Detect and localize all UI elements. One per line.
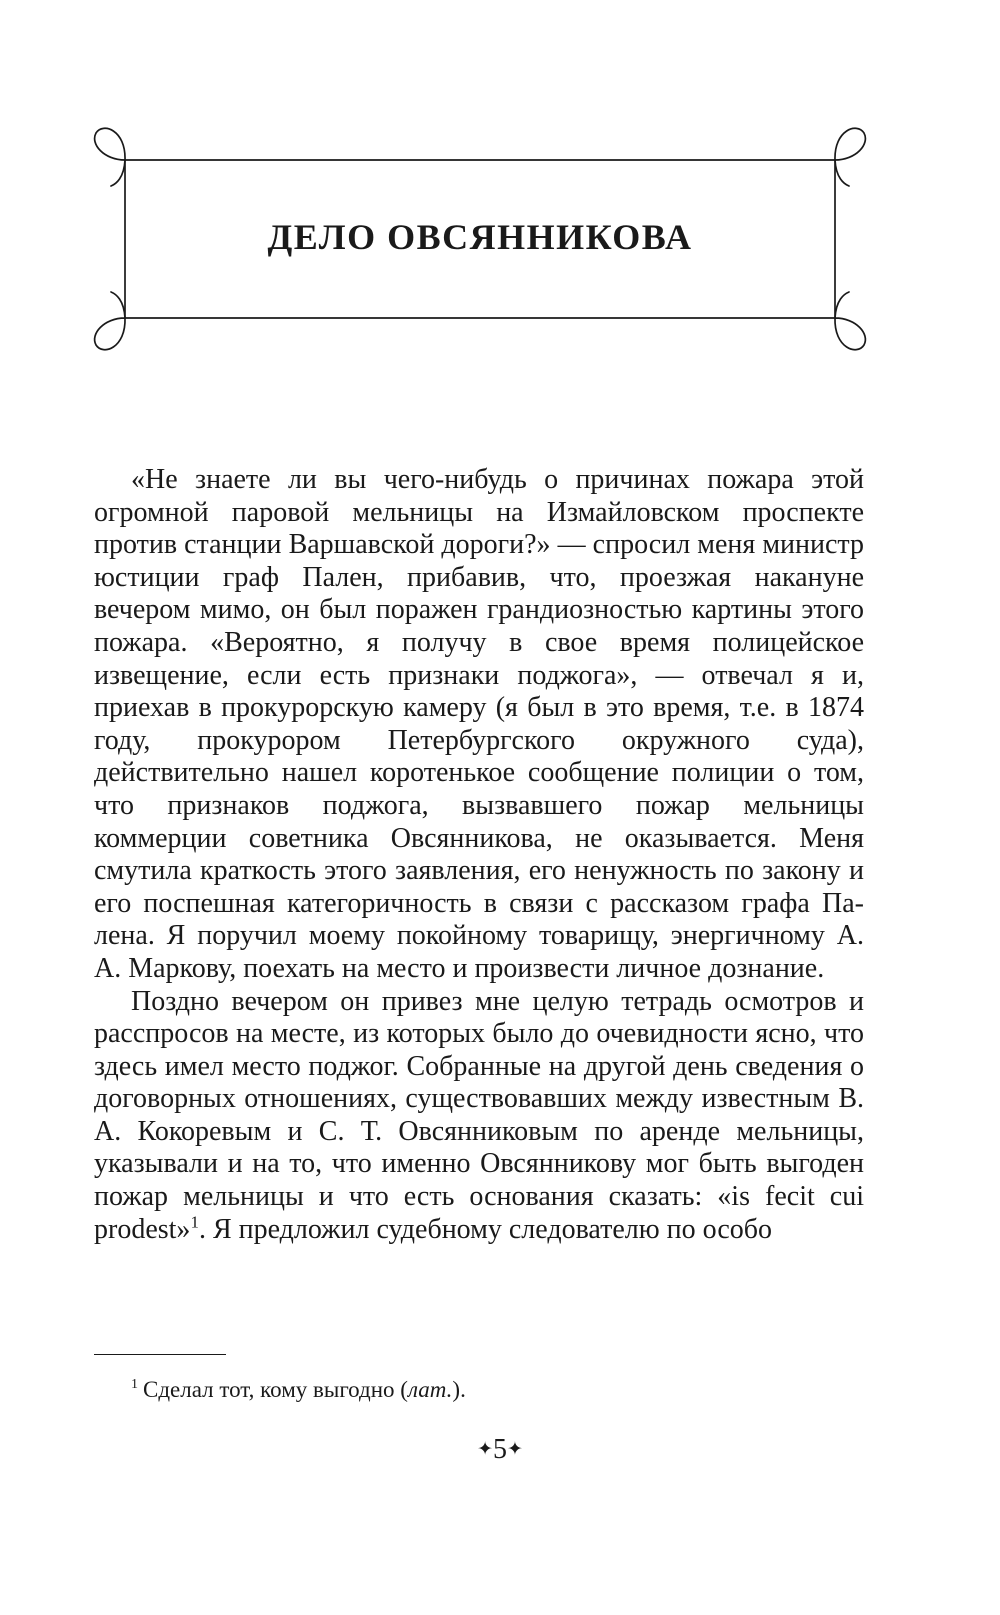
star-ornament-icon: ✦ xyxy=(477,1439,493,1460)
footnote xyxy=(131,1376,466,1404)
page-number: 5 xyxy=(493,1434,507,1465)
flourish-bottom-right xyxy=(835,292,865,350)
footnote-reference[interactable]: 1 xyxy=(190,1212,199,1232)
footnote-text: Сделал тот, кому выгодно ( xyxy=(143,1377,408,1402)
flourish-top-right xyxy=(835,128,865,186)
paragraph-text: . Я предложил судебному следователю по особо xyxy=(198,1213,773,1245)
star-ornament-icon: ✦ xyxy=(507,1439,523,1460)
paragraph: «Не знаете ли вы чего-нибудь о причинах пожара этой огромной паровой мельницы на Измайловском проспекте против станции Варшавской дороги?» — спросил меня министр юстиции граф Пален, прибавив, что, проезжая накануне вечером мимо, он был поражен грандиозностью картины этого пожара. «Вероятно, я получу в свое время полицейское извещение, если есть признаки поджога», — отвечал я и, приехав в прокурорскую камеру (я был в это время, т.е. в 1874 году, прокурором Петербургского окружного суда), действительно нашел коротенькое сообщение полиции о том, что признаков поджога, вызвавшего пожар мельницы коммерции советника Овсянникова, не оказывается. Меня смутила краткость этого заявления, его ненужность по закону и его поспешная категоричность в связи с рассказом графа Палена. Я поручил моему покойному товарищу, энергичному А. А. Маркову, поехать на место и произвести личное дознание. xyxy=(94,464,864,984)
paragraph xyxy=(94,986,864,1247)
chapter-title-frame xyxy=(0,0,1000,520)
footnote-divider xyxy=(94,1354,226,1355)
body-text xyxy=(94,464,864,1246)
footnote-number: 1 xyxy=(131,1377,138,1393)
footnote-text-italic: лат. xyxy=(407,1377,453,1402)
flourish-top-left xyxy=(95,128,125,186)
footnote-text: ). xyxy=(452,1377,466,1402)
flourish-bottom-left xyxy=(95,292,125,350)
chapter-title: ДЕЛО ОВСЯННИКОВА xyxy=(267,217,693,257)
paragraph-text: Поздно вечером он привез мне целую тетрадь осмотров и расспросов на месте, из которых было до очевидности ясно, что здесь имел место поджог. Собранные на другой день сведения о договорных отношениях, существовавших между известным В. А. Кокоревым и С. Т. Овсянниковым по аренде мельницы, указывали и на то, что именно Овсянникову мог быть выгоден пожар мельницы и что есть основания сказать: «is fecit cui prodest» xyxy=(94,985,864,1245)
page-number-block xyxy=(0,1433,1000,1467)
